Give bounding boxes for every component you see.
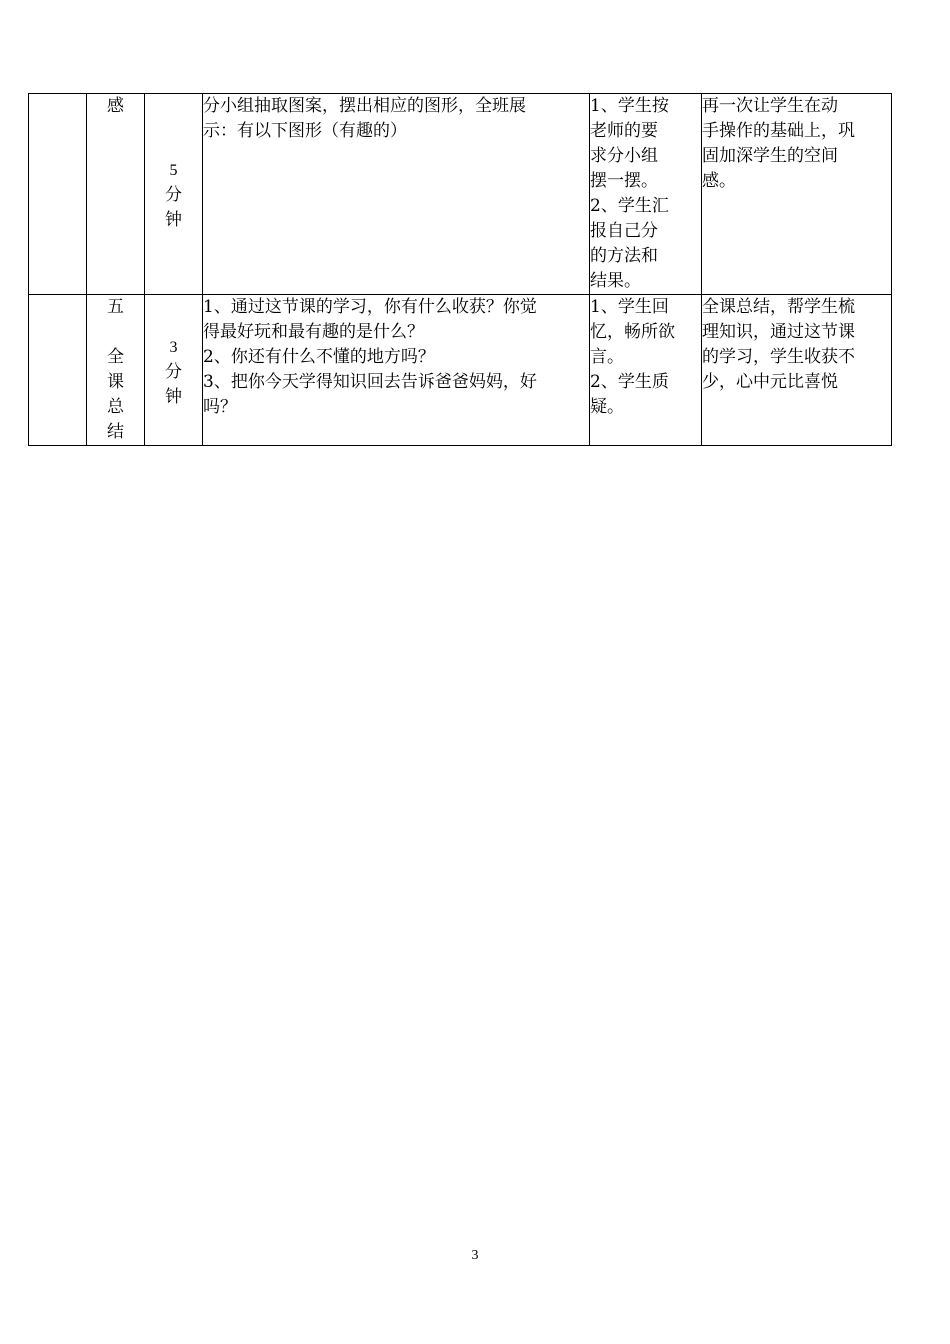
time-unit: 钟 [165,210,182,230]
step-text: 感 [107,96,124,116]
step-cell [87,94,145,295]
student-line: 2、学生汇 [590,196,669,216]
activity-cell [203,295,590,446]
blank-cell [29,94,87,295]
student-line: 报自己分 [590,221,658,241]
activity-line: 3、把你今天学得知识回去告诉爸爸妈妈，好 [203,372,537,392]
time-unit: 钟 [165,387,182,407]
student-line: 求分小组 [590,146,658,166]
student-cell [590,295,702,446]
intent-line: 少，心中元比喜悦 [702,372,838,392]
activity-line: 分小组抽取图案，摆出相应的图形，全班展 [203,96,526,116]
intent-line: 全课总结，帮学生梳 [702,297,855,317]
activity-line: 1、通过这节课的学习，你有什么收获？你觉 [203,297,537,317]
time-unit: 分 [165,362,182,382]
student-line: 结果。 [590,271,641,291]
student-line: 言。 [590,347,624,367]
student-line: 2、学生质 [590,372,669,392]
student-line: 疑。 [590,397,624,417]
time-number: 3 [169,339,178,356]
intent-line: 再一次让学生在动 [702,96,838,116]
intent-line: 理知识，通过这节课 [702,322,855,342]
step-text [87,320,144,345]
table-row [29,295,892,446]
activity-line: 示：有以下图形（有趣的） [203,121,407,141]
intent-line: 感。 [702,171,736,191]
table-row [29,94,892,295]
blank-cell [29,295,87,446]
lesson-plan-table [28,93,892,446]
time-cell [145,295,203,446]
time-number: 5 [169,162,178,179]
step-text: 全 [107,347,124,367]
student-line: 摆一摆。 [590,171,658,191]
time-cell [145,94,203,295]
time-unit: 分 [165,185,182,205]
activity-line: 吗？ [203,397,237,417]
step-text: 结 [107,422,124,442]
student-line: 1、学生按 [590,96,669,116]
student-line: 老师的要 [590,121,658,141]
intent-cell [702,94,892,295]
step-cell [87,295,145,446]
intent-line: 手操作的基础上，巩 [702,121,855,141]
intent-line: 固加深学生的空间 [702,146,838,166]
intent-cell [702,295,892,446]
student-cell [590,94,702,295]
activity-cell [203,94,590,295]
student-line: 的方法和 [590,246,658,266]
step-text: 总 [107,397,124,417]
step-text: 课 [107,372,124,392]
student-line: 1、学生回 [590,297,669,317]
activity-line: 得最好玩和最有趣的是什么？ [203,322,424,342]
intent-line: 的学习，学生收获不 [702,347,855,367]
student-line: 忆，畅所欲 [590,322,675,342]
activity-line: 2、你还有什么不懂的地方吗？ [203,347,435,367]
step-text: 五 [107,297,124,317]
page-number: 3 [471,1248,479,1263]
